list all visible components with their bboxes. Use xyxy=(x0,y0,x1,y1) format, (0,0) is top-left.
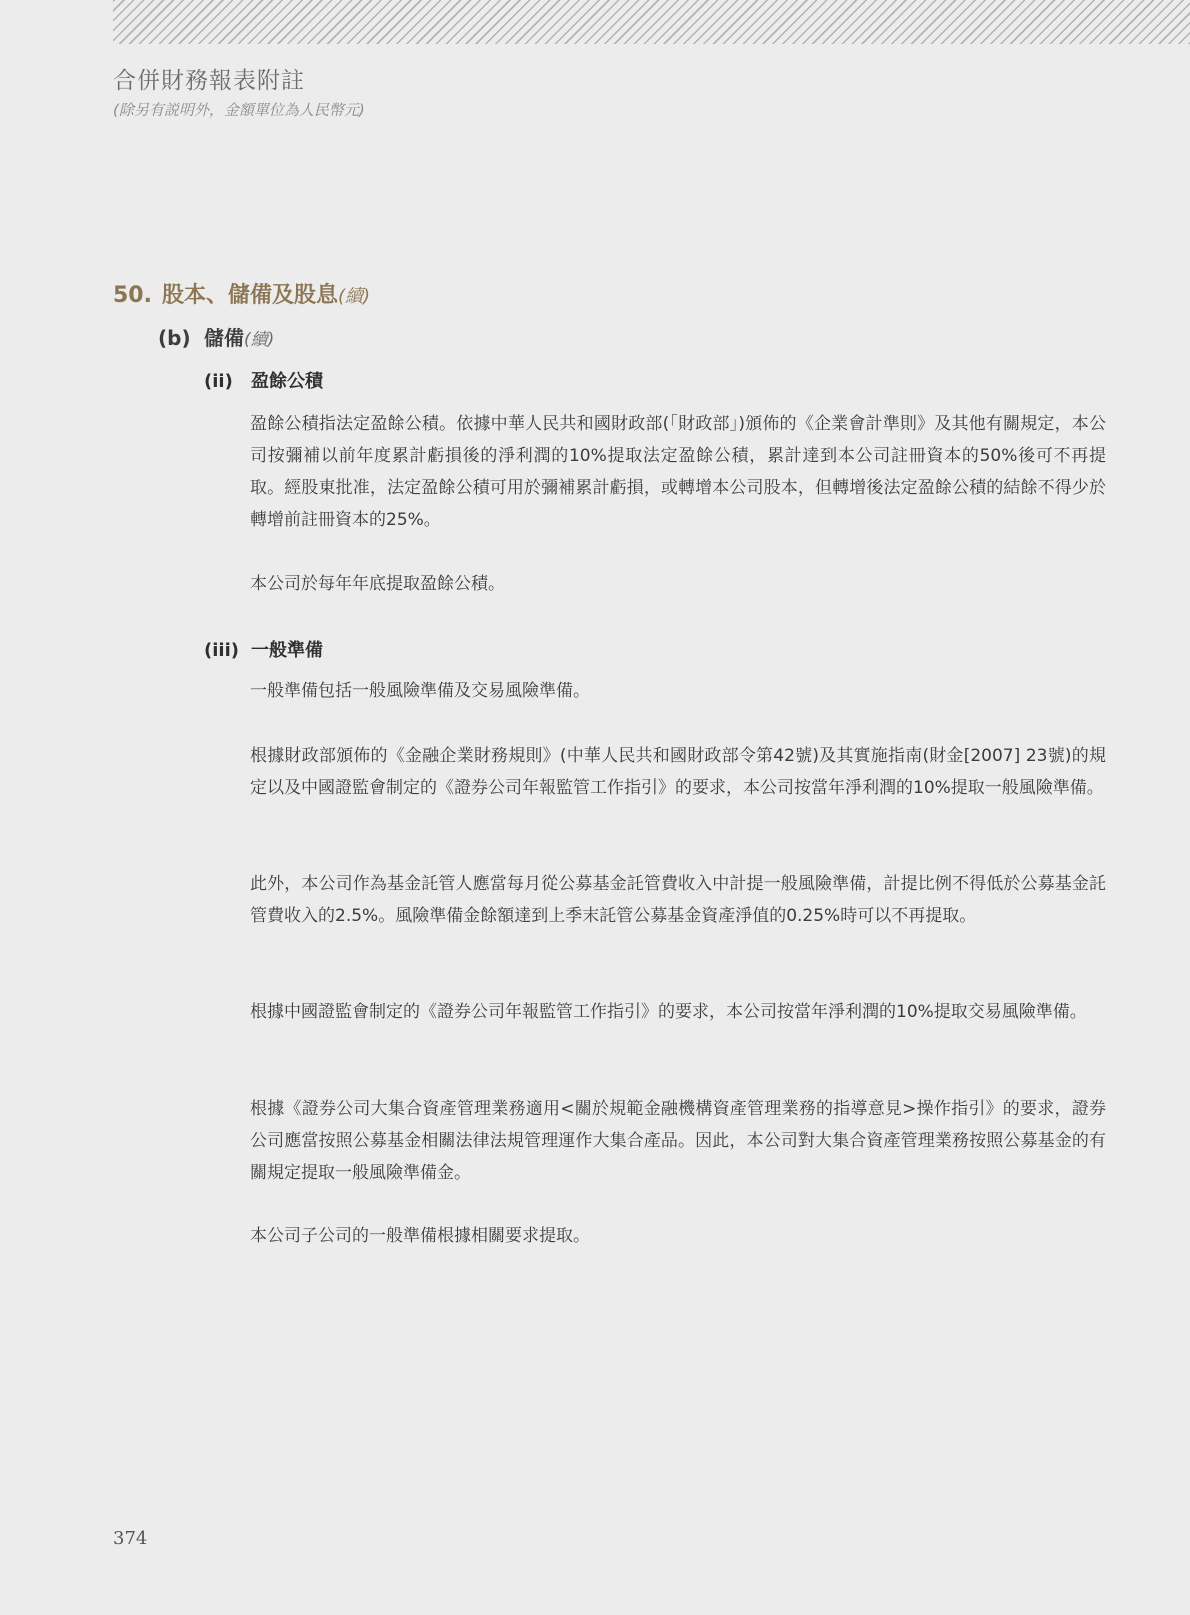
part-iii-paragraph-6: 本公司子公司的一般準備根據相關要求提取。 xyxy=(250,1226,590,1246)
subsection-b-continued: (續) xyxy=(244,330,275,350)
section-title: 股本、儲備及股息 xyxy=(161,283,338,308)
part-ii-paragraph-1: 盈餘公積指法定盈餘公積。依據中華人民共和國財政部(「財政部」)頒佈的《企業會計準則》及其他有關規定，本公司按彌補以前年度累計虧損後的淨利潤的10%提取法定盈餘公積，累計達到本公司註冊資本的50%後可不再提取。經股東批准，法定盈餘公積可用於彌補累計虧損，或轉增本公司股本，但轉增後法定盈餘公積的結餘不得少於轉增前註冊資本的25%。 xyxy=(250,414,1106,530)
section-number: 50. xyxy=(113,283,152,308)
part-ii-title: 盈餘公積 xyxy=(251,371,323,392)
page-number: 374 xyxy=(113,1528,148,1549)
part-ii-label: (ii) xyxy=(204,371,233,392)
part-iii-title: 一般準備 xyxy=(251,640,323,661)
section-heading xyxy=(113,278,370,309)
part-iii-label: (iii) xyxy=(204,640,239,661)
page-header-subtitle: (除另有説明外，金額單位為人民幣元) xyxy=(113,101,365,119)
part-iii-paragraph-2: 根據財政部頒佈的《金融企業財務規則》(中華人民共和國財政部令第42號)及其實施指南(財金[2007] 23號)的規定以及中國證監會制定的《證券公司年報監管工作指引》的要求，本公司按當年淨利潤的10%提取一般風險準備。 xyxy=(250,746,1106,798)
part-iii-heading xyxy=(204,636,323,662)
part-iii-paragraph-3: 此外，本公司作為基金託管人應當每月從公募基金託管費收入中計提一般風險準備，計提比例不得低於公募基金託管費收入的2.5%。風險準備金餘額達到上季末託管公募基金資產淨值的0.25%時可以不再提取。 xyxy=(250,874,1106,926)
section-continued: (續) xyxy=(338,286,371,307)
part-ii-heading xyxy=(204,367,323,393)
part-iii-paragraph-4: 根據中國證監會制定的《證券公司年報監管工作指引》的要求，本公司按當年淨利潤的10%提取交易風險準備。 xyxy=(250,1002,1087,1022)
subsection-b-title: 儲備 xyxy=(204,326,244,350)
header-hatch-band xyxy=(113,0,1190,44)
subsection-b-label: (b) xyxy=(158,326,191,350)
part-iii-paragraph-1: 一般準備包括一般風險準備及交易風險準備。 xyxy=(250,681,590,701)
page-header-title: 合併財務報表附註 xyxy=(113,68,305,94)
part-ii-paragraph-2: 本公司於每年年底提取盈餘公積。 xyxy=(250,574,505,594)
subsection-b-heading xyxy=(158,322,274,351)
part-iii-paragraph-5: 根據《證券公司大集合資產管理業務適用<關於規範金融機構資產管理業務的指導意見>操作指引》的要求，證券公司應當按照公募基金相關法律法規管理運作大集合產品。因此，本公司對大集合資產管理業務按照公募基金的有關規定提取一般風險準備金。 xyxy=(250,1099,1106,1183)
